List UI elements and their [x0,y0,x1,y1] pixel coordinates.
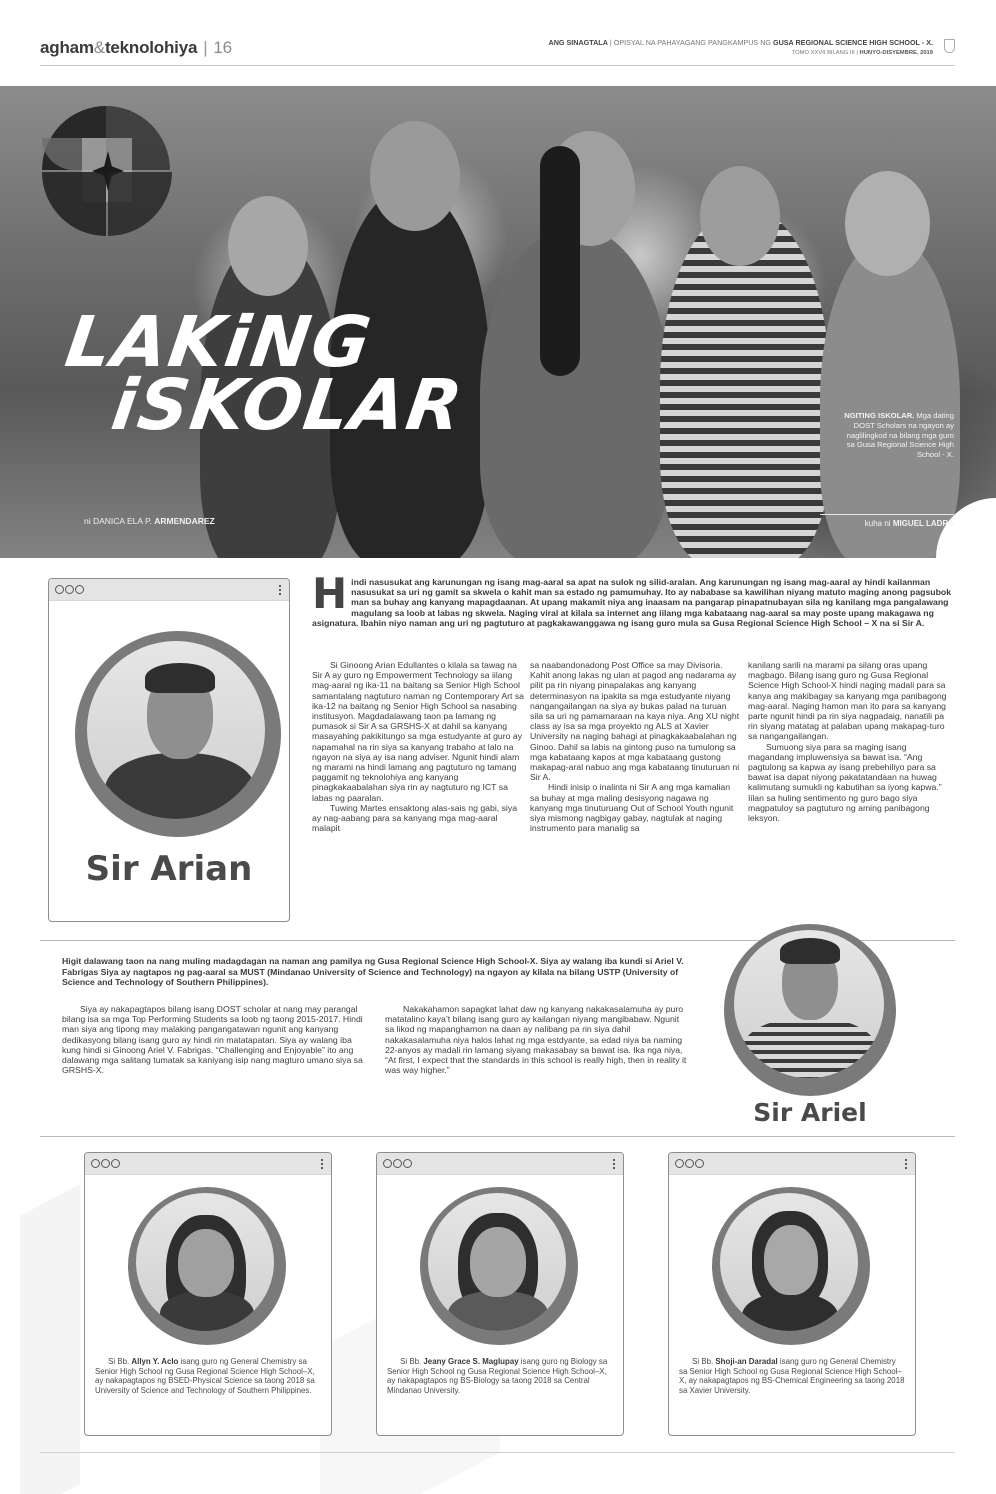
ariel-column-1 [62,1004,370,1075]
kebab-menu-icon[interactable] [613,1158,615,1170]
footer-divider [40,1452,955,1453]
article-column-3 [748,660,954,823]
paragraph: Sumuong siya para sa maging isang magandang impluwensiya sa bawat isa. “Ang pagtulong sa kapwa ay isang prebehiliyo para sa bawat isa dapat niyong pakatatandaan na huwag kalimutang sumukli ng kabutihan sa iyong kapwa.” Iilan sa huling sentimento ng guro bago siya magpatuloy sa pagtuturo ng aming panibagong leksyon. [748,741,942,824]
paragraph: Hindi inisip o inalinta ni Sir A ang mga kamalian sa buhay at mga maling desisyong nagawa ng kanyang mga tinuturuang Out of School Youth ngunit siya mismong nagbigay gabay, nagtulak at naging instrumento para manalig sa [530,782,734,834]
bio-text: isang guro ng General Chemistry sa Senior High School ng Gusa Regional Science High School–X, ay nakapagtapos ng BS-Chemical Engineering sa taong 2018 sa Xavier University. [679,1357,905,1396]
byline-prefix: ni DANICA ELA P. [84,516,152,526]
photo-face-4 [700,166,780,266]
profile-name-ariel: Sir Ariel [753,1098,867,1127]
article-column-1 [312,660,524,833]
drop-cap: H [312,569,348,618]
teacher-card-aclo [84,1152,332,1436]
section-title [40,38,232,58]
kebab-menu-icon[interactable] [905,1158,907,1170]
photo-caption [844,411,954,460]
teacher-name: Jeany Grace S. Maglupay [423,1357,519,1366]
issue-date: HUNYO-DISYEMBRE, 2019 [859,50,933,56]
portrait-aclo [136,1193,274,1331]
photo-hair-3 [540,146,580,376]
page-header [40,34,955,66]
window-dots-icon [55,585,84,594]
lead-text: indi nasusukat ang karunungan ng isang mag-aaral sa apat na sulok ng silid-aralan. Ang karunungan ng isang mag-aaral ay hindi kailanman nasusukat sa uri ng gamit sa skwela o kahit man sa estado ng pamumuhay. Ito ay nababase sa kawilihan niyang matuto maging anong pagsubok man sa buhay ang kanyang mapagdaanan. At upang makamit niya ang inaasam na pangarap pinapatnubayan sila ng kanilang mga pangalawang magulang sa loob at labas ng skwela. Naging viral at kilala sa internet ang iilang mga kabataang nag-aaral sa may poste upang makagawa ng asignatura. Ibahin niyo naman ang uri ng pagtuturo at pagkakawanggawa ng isang guro mula sa Gusa Regional Science High School – X na si Sir A. [312,577,952,628]
section-word-teknolohiya: teknolohiya [104,38,198,57]
card-title-bar [377,1153,623,1175]
article-title [53,301,476,446]
paragraph: Nakakahamon sapagkat lahat daw ng kanyang nakakasalamuha ay puro matatalino kaya’t bilang isang guro ay kailangan niyang mangibabaw. Ngunit sa likod ng mapanghamon na daan ay nalibang pa rin siya dahil nakakasalamuha niya halos lahat ng mga estdyante, sa edad niya ba naming 22-anyos ay madali rin lamang siyang makasabay sa bawat isa. Ika nga niya, “At first, I expect that the standards in this school is really high, then in reality it was way higher.” [385,1004,687,1076]
article-column-2 [530,660,740,833]
profile-name: Sir Arian [85,849,253,889]
teacher-name: Allyn Y. Aclo [131,1357,179,1366]
paragraph: Si Ginoong Arian Edullantes o kilala sa tawag na Sir A ay guro ng Empowerment Technology sa iilang mag-aaral ng ika-11 na baitang sa Senior High School samantalang nagtuturo naman ng Contemporary Art sa ika-12 na baitang ng Senior High School sa nasabing institusyon. Magdadalawang taon pa lamang ng pumasok si Sir A sa GRSHS-X at dahil sa kanyang masayahing pakikitungo sa mga estudyante at guro ay napamahal na rin siya sa kanyang trabaho at lalo na ngayon na siya ay isa nang adviser. Ngunit hindi alam ng marami na hindi lamang ang pagtuturo ng tamang paggamit ng teknolohiya ang kanyang pinagkakaabalahan siya rin ay nagtuturo ng ICT sa labas ng paaralan. [312,660,525,803]
ariel-column-2 [385,1004,690,1075]
kebab-menu-icon[interactable] [321,1158,323,1170]
teacher-card-daradal [668,1152,916,1436]
masthead [549,38,933,56]
section-word-agham: agham [40,38,94,57]
credit-prefix: kuha ni [864,519,891,528]
bio-prefix: Si Bb. [692,1357,714,1366]
portrait-daradal [720,1193,858,1331]
caption-title: NGITING ISKOLAR. [844,411,915,420]
window-dots-icon [383,1159,412,1168]
school-name: GUSA REGIONAL SCIENCE HIGH SCHOOL - X. [772,38,933,47]
card-title-bar [669,1153,915,1175]
window-dots-icon [91,1159,120,1168]
profile-card-arian [48,578,290,922]
card-title-bar [85,1153,331,1175]
page-number: 16 [213,38,232,57]
photo-credit [865,519,954,528]
card-title-bar [49,579,289,601]
title-line-1: LAKiNG [60,301,378,383]
publication-name: ANG SINAGTALA [548,38,608,47]
bio-prefix: Si Bb. [108,1357,130,1366]
window-dots-icon [675,1159,704,1168]
header-separator: | [203,38,208,57]
background-shape [20,1184,80,1494]
bio-text: isang guro ng Biology sa Senior High School ng Gusa Regional Science High School–X, ay nakapagtapos ng BS-Biology sa taong 2018 sa Central Mindanao University. [387,1357,608,1396]
photo-face-1 [228,196,308,296]
photo-person-5 [820,236,960,558]
kebab-menu-icon[interactable] [279,584,281,596]
teacher-bio [679,1357,905,1396]
teacher-bio [95,1357,321,1396]
section-ampersand: & [93,38,105,57]
ariel-lead: Higit dalawang taon na nang muling madagdagan na naman ang pamilya ng Gusa Regional Science High School-X. Siya ay walang iba kundi si Ariel V. Fabrigas Siya ay nagtapos ng pag-aaral sa MUST (Mindanao University of Science and Technology) na ngayon ay kilala na bilang USTP (University of Science and Technology of Southern Philippines). [62,956,684,988]
volume: TOMO XXVII [791,50,826,56]
paragraph: kanilang sarili na marami pa silang oras upang magbago. Bilang isang guro ng Gusa Regional Science High School-X hindi naging madali para sa kanya ang makibagay sa kanyang mga panibagong mag-aaral. Naging hamon man ito para sa kanyang parte ngunit hindi pa rin siya nagpadaig, nanatili pa rin siyang matatag at palaban upang makapag-turo sa nangangailangan. [748,660,947,742]
credit-name: MIGUEL LADRA [892,519,954,528]
paragraph: Tuwing Martes ensaktong alas-sais ng gabi, siya ay nag-aabang para sa kanyang mga mag-aaral malapit [312,802,518,834]
hero-photo [0,86,996,558]
caption-divider [820,514,954,515]
teacher-name: Shoji-an Daradal [715,1357,778,1366]
byline [84,516,215,526]
paragraph: sa naabandonadong Post Office sa may Divisoria. Kahit anong lakas ng ulan at pagod ang nadarama ay pilit pa rin niyang pinapalakas ang kanyang determinasyon na ipakita sa mga estudyante niyang nangangailangan na siya ay bukas palad na turuan sila sa uri ng pamamaraan na kaya niya. Ang XU night class ay isa sa mga proyekto ng ALS at Xavier University na naging bahagi at pinagkakaabalahan ng Ginoo. Dahil sa labis na gintong puso na tumulong sa mga kabataang kapos at mga kabataang gustong makapag-aral nabuo ang mga kabataang tinuturuan ni Sir A. [530,660,740,783]
portrait-arian [87,641,265,819]
teacher-card-maglupay [376,1152,624,1436]
bio-text: isang guro ng General Chemistry sa Senior High School ng Gusa Regional Science High School–X, ay nakapagtapos ng BSED-Physical Science sa taong 2018 sa University of Science and Technology of Southern Philippines. [95,1357,315,1396]
publication-description: | OPISYAL NA PAHAYAGANG PANGKAMPUS NG [609,38,771,47]
byline-author: ARMENDAREZ [154,516,215,526]
geometric-quarter-circles-icon [42,106,173,237]
portrait-ariel [734,930,884,1078]
caption-text: Mga dating DOST Scholars na ngayon ay naglilingkod na bilang mga guro sa Gusa Regional Science High School - X. [846,411,954,460]
article-lead [312,569,954,628]
photo-face-2 [370,121,460,231]
paragraph: Siya ay nakapagtapos bilang isang DOST scholar at nang may parangal bilang isa sa mga Top Performing Students sa loob ng taong 2015-2017. Hindi man siya ang tipong may malaking pangangatawan ngunit ang kanyang dedikasyong bilang isang guro ay hindi rin matatapatan. Siya ay walang iba kung hindi si Ginoong Ariel V. Fabrigas. “Challenging and Enjoyable” ito ang dalawang mga salitang tumatak sa kaniyang isip nang magturo umano siya sa GRSHS-X. [62,1004,363,1076]
bio-prefix: Si Bb. [400,1357,422,1366]
issue: BILANG III [827,50,855,56]
school-crest-icon [944,39,955,53]
title-line-2: iSKOLAR [106,364,469,446]
issue-separator: | [856,50,858,56]
teacher-bio [387,1357,613,1396]
photo-face-5 [845,171,930,276]
portrait-maglupay [428,1193,566,1331]
section-divider [40,1136,955,1137]
